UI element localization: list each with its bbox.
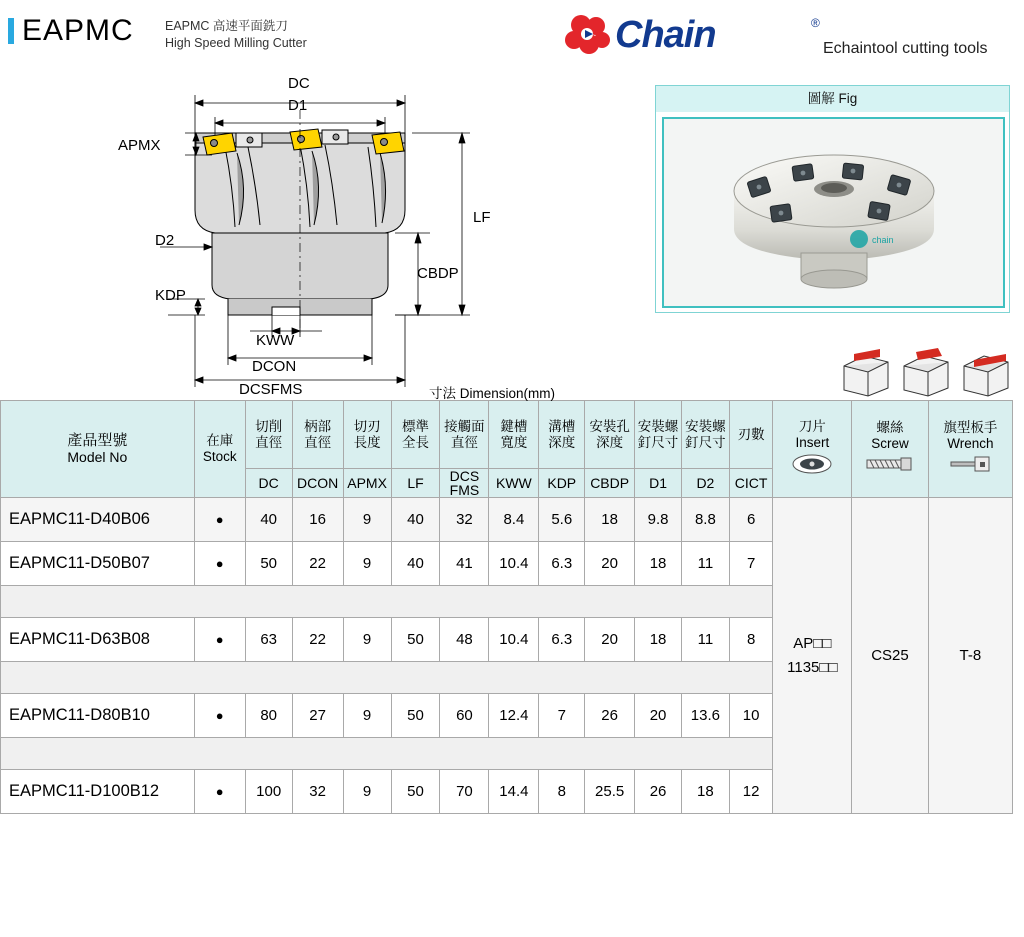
wrench-icon (947, 454, 993, 474)
header-cict-label: 刃數 (729, 401, 773, 469)
series-description-en: High Speed Milling Cutter (165, 36, 307, 50)
cell-kdp: 7 (539, 694, 585, 738)
header-code-cict: CICT (729, 469, 773, 498)
cell-cict: 8 (729, 618, 773, 662)
spacer-cell (1, 662, 773, 694)
label-dc: DC (288, 75, 310, 92)
label-cbdp: CBDP (417, 265, 459, 282)
header-apmx-label: 切刃 長度 (343, 401, 391, 469)
header-dcsfms-label: 接觸面 直徑 (440, 401, 489, 469)
spacer-cell (1, 586, 773, 618)
cell-stock: ● (194, 618, 245, 662)
company-logo (565, 10, 1015, 65)
spacer-cell (1, 738, 773, 770)
cell-apmx: 9 (343, 498, 391, 542)
cutter-dimension-drawing (0, 75, 560, 405)
header-code-lf: LF (391, 469, 440, 498)
header-d2-label: 安裝螺 釘尺寸 (681, 401, 729, 469)
svg-text:chain: chain (871, 234, 894, 245)
page-header (0, 0, 1024, 80)
cell-model: EAPMC11-D63B08 (1, 618, 195, 662)
header-code-cbdp: CBDP (585, 469, 635, 498)
registered-mark: ® (811, 16, 820, 30)
figure-panel (655, 85, 1010, 313)
application-pictograms (838, 348, 1018, 400)
header-cbdp-label: 安裝孔 深度 (585, 401, 635, 469)
cell-wrench: T-8 (928, 498, 1012, 814)
cell-lf: 50 (391, 618, 440, 662)
cell-d1: 18 (635, 618, 682, 662)
cell-d1: 26 (635, 770, 682, 814)
cell-kdp: 6.3 (539, 618, 585, 662)
cell-d2: 11 (681, 618, 729, 662)
label-d2: D2 (155, 232, 175, 249)
header-code-dcsfms: DCS FMS (440, 469, 489, 498)
cell-apmx: 9 (343, 770, 391, 814)
cell-stock: ● (194, 770, 245, 814)
logo-wordmark: Chain (615, 14, 716, 56)
cell-insert: AP□□ 1135□□ (773, 498, 852, 814)
cell-kdp: 8 (539, 770, 585, 814)
cell-cbdp: 20 (585, 542, 635, 586)
cell-d2: 8.8 (681, 498, 729, 542)
dimension-table-wrapper (0, 386, 1013, 814)
milling-cutter-photo (709, 133, 959, 293)
series-description (165, 18, 307, 52)
cell-kww: 10.4 (489, 618, 539, 662)
cell-kww: 12.4 (489, 694, 539, 738)
cell-screw: CS25 (852, 498, 929, 814)
cell-dcon: 22 (292, 618, 343, 662)
cell-dc: 50 (245, 542, 292, 586)
cell-apmx: 9 (343, 694, 391, 738)
header-kdp-label: 溝槽 深度 (539, 401, 585, 469)
label-dcon: DCON (252, 358, 297, 375)
insert-icon (791, 453, 833, 475)
cell-lf: 50 (391, 770, 440, 814)
cell-kww: 8.4 (489, 498, 539, 542)
header-code-dc: DC (245, 469, 292, 498)
cell-d2: 11 (681, 542, 729, 586)
cell-d1: 20 (635, 694, 682, 738)
cell-cbdp: 18 (585, 498, 635, 542)
label-d1: D1 (288, 97, 308, 114)
cell-stock: ● (194, 694, 245, 738)
cell-stock: ● (194, 542, 245, 586)
header-dcon-label: 柄部 直徑 (292, 401, 343, 469)
cell-kdp: 5.6 (539, 498, 585, 542)
cell-d1: 18 (635, 542, 682, 586)
label-kdp: KDP (155, 287, 186, 304)
cell-model: EAPMC11-D40B06 (1, 498, 195, 542)
header-insert: 刀片 Insert (773, 401, 852, 498)
label-dcsfms: DCSFMS (239, 381, 303, 398)
cell-lf: 40 (391, 542, 440, 586)
cell-cict: 10 (729, 694, 773, 738)
header-code-d1: D1 (635, 469, 682, 498)
cell-lf: 50 (391, 694, 440, 738)
header-code-d2: D2 (681, 469, 729, 498)
header-wrench: 旗型板手 Wrench (928, 401, 1012, 498)
figure-image-frame (662, 117, 1005, 308)
cell-cict: 6 (729, 498, 773, 542)
header-code-kww: KWW (489, 469, 539, 498)
cell-d1: 9.8 (635, 498, 682, 542)
cell-dcsfms: 60 (440, 694, 489, 738)
logo-tagline: Echaintool cutting tools (823, 40, 988, 57)
header-stock: 在庫 Stock (194, 401, 245, 498)
cell-dc: 100 (245, 770, 292, 814)
cell-apmx: 9 (343, 618, 391, 662)
cell-dcon: 22 (292, 542, 343, 586)
cell-kww: 14.4 (489, 770, 539, 814)
cell-apmx: 9 (343, 542, 391, 586)
cell-dcsfms: 70 (440, 770, 489, 814)
cell-dcsfms: 41 (440, 542, 489, 586)
label-lf: LF (473, 209, 491, 226)
cell-dc: 63 (245, 618, 292, 662)
label-apmx: APMX (118, 137, 161, 154)
table-row[interactable] (1, 498, 1013, 542)
cell-d2: 13.6 (681, 694, 729, 738)
series-description-cn: EAPMC 高速平面銑刀 (165, 19, 288, 33)
screw-icon (863, 454, 917, 474)
cell-dcon: 32 (292, 770, 343, 814)
table-header-row-labels (1, 401, 1013, 469)
cell-dc: 80 (245, 694, 292, 738)
header-code-apmx: APMX (343, 469, 391, 498)
cell-kdp: 6.3 (539, 542, 585, 586)
header-screw: 螺絲 Screw (852, 401, 929, 498)
cell-model: EAPMC11-D100B12 (1, 770, 195, 814)
header-kww-label: 鍵槽 寬度 (489, 401, 539, 469)
label-kww: KWW (256, 332, 295, 349)
header-d1-label: 安裝螺 釘尺寸 (635, 401, 682, 469)
accent-bar (8, 18, 14, 44)
cell-cbdp: 20 (585, 618, 635, 662)
dimension-table (0, 400, 1013, 814)
cell-cbdp: 25.5 (585, 770, 635, 814)
header-dc-label: 切削 直徑 (245, 401, 292, 469)
header-lf-label: 標準 全長 (391, 401, 440, 469)
cell-cict: 12 (729, 770, 773, 814)
series-title: EAPMC (22, 14, 134, 47)
cell-dcsfms: 32 (440, 498, 489, 542)
cell-model: EAPMC11-D50B07 (1, 542, 195, 586)
cell-lf: 40 (391, 498, 440, 542)
header-model: 產品型號 Model No (1, 401, 195, 498)
cell-cict: 7 (729, 542, 773, 586)
cell-dc: 40 (245, 498, 292, 542)
header-code-kdp: KDP (539, 469, 585, 498)
cell-dcon: 27 (292, 694, 343, 738)
flower-logo-icon (565, 14, 613, 58)
cell-kww: 10.4 (489, 542, 539, 586)
dimension-caption: 寸法 Dimension(mm) (428, 386, 555, 401)
technical-drawing (0, 75, 560, 405)
cell-d2: 18 (681, 770, 729, 814)
header-code-dcon: DCON (292, 469, 343, 498)
cell-model: EAPMC11-D80B10 (1, 694, 195, 738)
figure-title: 圖解 Fig (656, 86, 1009, 112)
cell-cbdp: 26 (585, 694, 635, 738)
cell-dcon: 16 (292, 498, 343, 542)
cell-stock: ● (194, 498, 245, 542)
cell-dcsfms: 48 (440, 618, 489, 662)
machining-operation-icons (838, 348, 1018, 400)
